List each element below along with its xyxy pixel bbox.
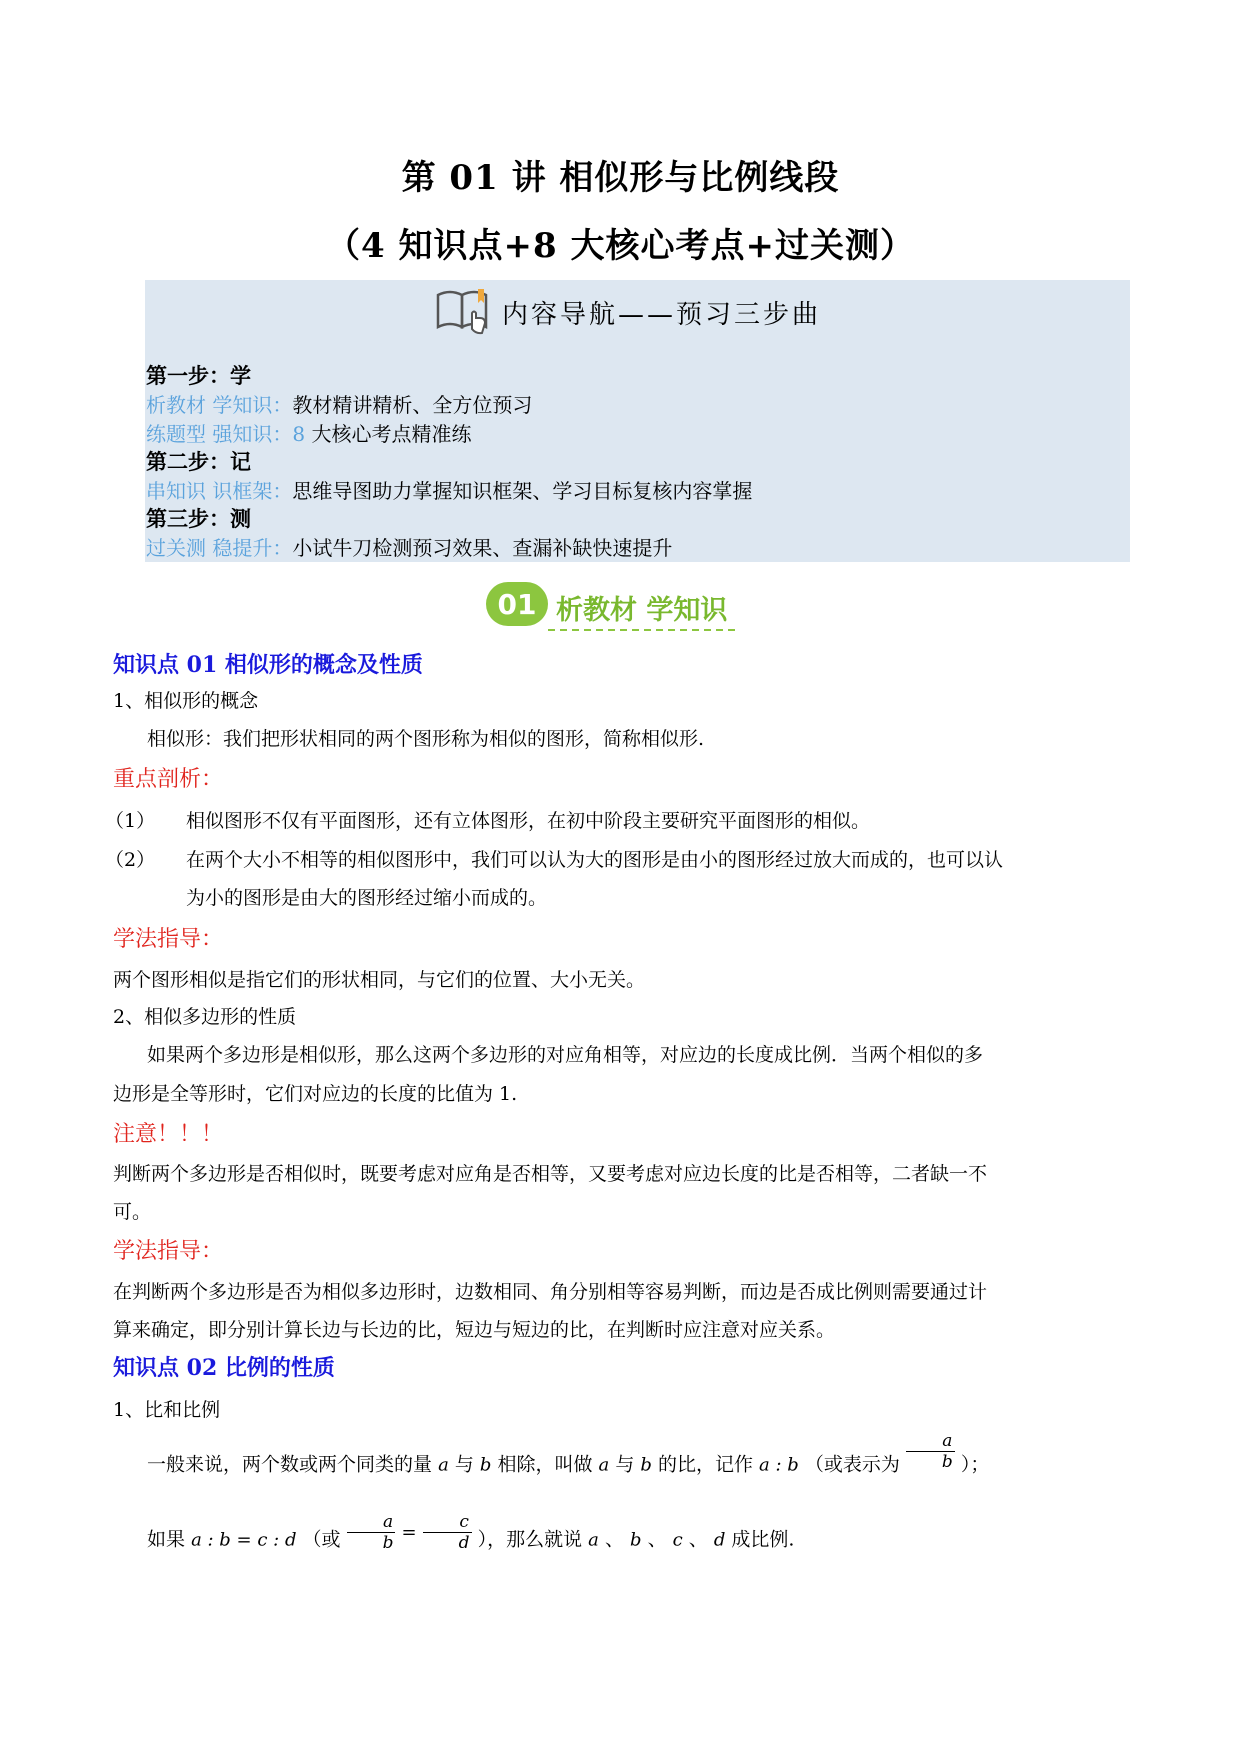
fraction-numerator: a: [347, 1512, 396, 1533]
ratio-def-part-a: 一般来说，两个数或两个同类的量: [147, 1453, 433, 1476]
nav-row-4-label: 过关测 稳提升：: [146, 536, 293, 560]
note-line-1: 判断两个多边形是否相似时，既要考虑对应角是否相等，又要考虑对应边长度的比是否相等，二者缺一不: [113, 1163, 988, 1185]
var-c: c: [672, 1529, 683, 1551]
focus-label: 重点剖析：: [113, 767, 224, 792]
kp1-sub1: 1、相似形的概念: [113, 690, 259, 712]
page-subtitle: （4 知识点+8 大核心考点+过关测）: [326, 226, 915, 266]
study-guide-2-line-1: 在判断两个多边形是否为相似多边形时，边数相同、角分别相等容易判断，而边是否成比例则需要通过计: [113, 1281, 988, 1303]
property-line-2: 边形是全等形时，它们对应边的长度的比值为 1.: [113, 1083, 518, 1105]
nav-row-3-text: 思维导图助力掌握知识框架、学习目标复核内容掌握: [292, 479, 753, 503]
study-guide-label-1: 学法指导：: [113, 927, 224, 952]
fraction-numerator: a: [906, 1431, 955, 1452]
note-line-2: 可。: [113, 1201, 152, 1223]
prop-def-part-a: 如果: [147, 1528, 186, 1551]
ratio-def-part-e: 的比，记作: [657, 1453, 753, 1476]
list-item-2-line1: 在两个大小不相等的相似图形中，我们可以认为大的图形是由小的图形经过放大而成的，也可以认: [186, 849, 1004, 871]
ratio-def-part-c: 相除，叫做: [497, 1453, 593, 1476]
ratio-def-part-b: 与: [454, 1453, 474, 1476]
kp1-heading: 知识点 01 相似形的概念及性质: [113, 652, 423, 678]
step1-label: 第一步：学: [146, 363, 251, 388]
var-a: a: [588, 1529, 599, 1551]
var-a: a: [598, 1454, 610, 1476]
list-item-2-num: （2）: [105, 849, 156, 871]
kp2-sub1: 1、比和比例: [113, 1399, 221, 1421]
nav-row-2-text: 大核心考点精准练: [305, 422, 472, 446]
fraction-denominator: b: [941, 1452, 953, 1472]
property-line-1: 如果两个多边形是相似形，那么这两个多边形的对应角相等，对应边的长度成比例．当两个相似的多: [147, 1044, 984, 1066]
var-b: b: [640, 1454, 652, 1476]
nav-row-3-label: 串知识 识框架：: [146, 479, 293, 503]
ratio-def-part-f: （或表示为: [804, 1453, 900, 1476]
prop-def-part-f: 、: [688, 1528, 708, 1551]
var-b: b: [479, 1454, 492, 1476]
fraction-denominator: d: [458, 1533, 470, 1553]
step3-label: 第三步：测: [146, 506, 251, 531]
nav-row-4-text: 小试牛刀检测预习效果、查漏补缺快速提升: [292, 536, 673, 560]
study-guide-2-line-2: 算来确定，即分别计算长边与长边的比，短边与短边的比，在判断时应注意对应关系。: [113, 1319, 836, 1341]
fraction-numerator: c: [423, 1512, 472, 1533]
note-label: 注意！！！: [113, 1122, 224, 1147]
list-item-2: [105, 842, 1131, 922]
study-guide-text-1: 两个图形相似是指它们的形状相同，与它们的位置、大小无关。: [113, 969, 646, 991]
nav-row-1-text: 教材精讲精析、全方位预习: [292, 393, 533, 417]
var-d: d: [713, 1529, 726, 1551]
prop-def-part-b: （或: [302, 1528, 341, 1551]
list-item-1-num: （1）: [105, 810, 156, 832]
ratio-definition-line: [113, 1431, 1131, 1486]
proportion-definition-line: [113, 1512, 1131, 1561]
nav-row-4: [146, 534, 672, 562]
book-pointer-icon: [432, 285, 496, 339]
step2-label: 第二步：记: [146, 449, 251, 474]
list-item-1-text: 相似图形不仅有平面图形，还有立体图形，在初中阶段主要研究平面图形的相似。: [186, 810, 871, 832]
list-item-2-line2: 为小的图形是由大的图形经过缩小而成的。: [186, 887, 548, 909]
nav-header-text: 内容导航——预习三步曲: [502, 299, 822, 330]
section-badge-label: 析教材 学知识: [556, 595, 728, 626]
page-title: 第 01 讲 相似形与比例线段: [401, 158, 840, 198]
ratio-def-part-g: ）；: [960, 1453, 990, 1476]
nav-row-1: [146, 391, 532, 419]
kp1-definition: 相似形：我们把形状相同的两个图形称为相似的图形，简称相似形.: [147, 728, 705, 750]
nav-row-3: [146, 477, 752, 505]
fraction-c-over-d: [423, 1512, 472, 1553]
prop-def-part-g: 成比例.: [731, 1528, 795, 1551]
prop-def-part-e: 、: [647, 1528, 667, 1551]
nav-row-2-num: 8: [292, 422, 306, 446]
prop-def-part-c: ），那么就说: [477, 1528, 583, 1551]
nav-header: [432, 284, 821, 340]
kp2-heading: 知识点 02 比例的性质: [113, 1355, 335, 1381]
var-a: a: [438, 1454, 449, 1476]
prop-def-part-d: 、: [604, 1528, 624, 1551]
study-guide-label-2: 学法指导：: [113, 1239, 224, 1264]
nav-row-2: [146, 420, 471, 448]
ratio-def-part-d: 与: [615, 1453, 635, 1476]
var-b: b: [630, 1529, 642, 1551]
ratio-notation: a : b: [759, 1454, 799, 1476]
nav-row-1-label: 析教材 学知识：: [146, 393, 293, 417]
equals-sign: =: [401, 1521, 417, 1543]
section-badge: [486, 578, 746, 634]
fraction-a-over-b: [347, 1512, 396, 1553]
section-badge-number: 01: [497, 588, 537, 621]
proportion-notation: a : b = c : d: [191, 1529, 297, 1551]
kp1-sub2: 2、相似多边形的性质: [113, 1006, 297, 1028]
fraction-a-over-b: [906, 1431, 955, 1472]
fraction-denominator: b: [382, 1533, 394, 1553]
nav-row-2-label: 练题型 强知识：: [146, 422, 293, 446]
